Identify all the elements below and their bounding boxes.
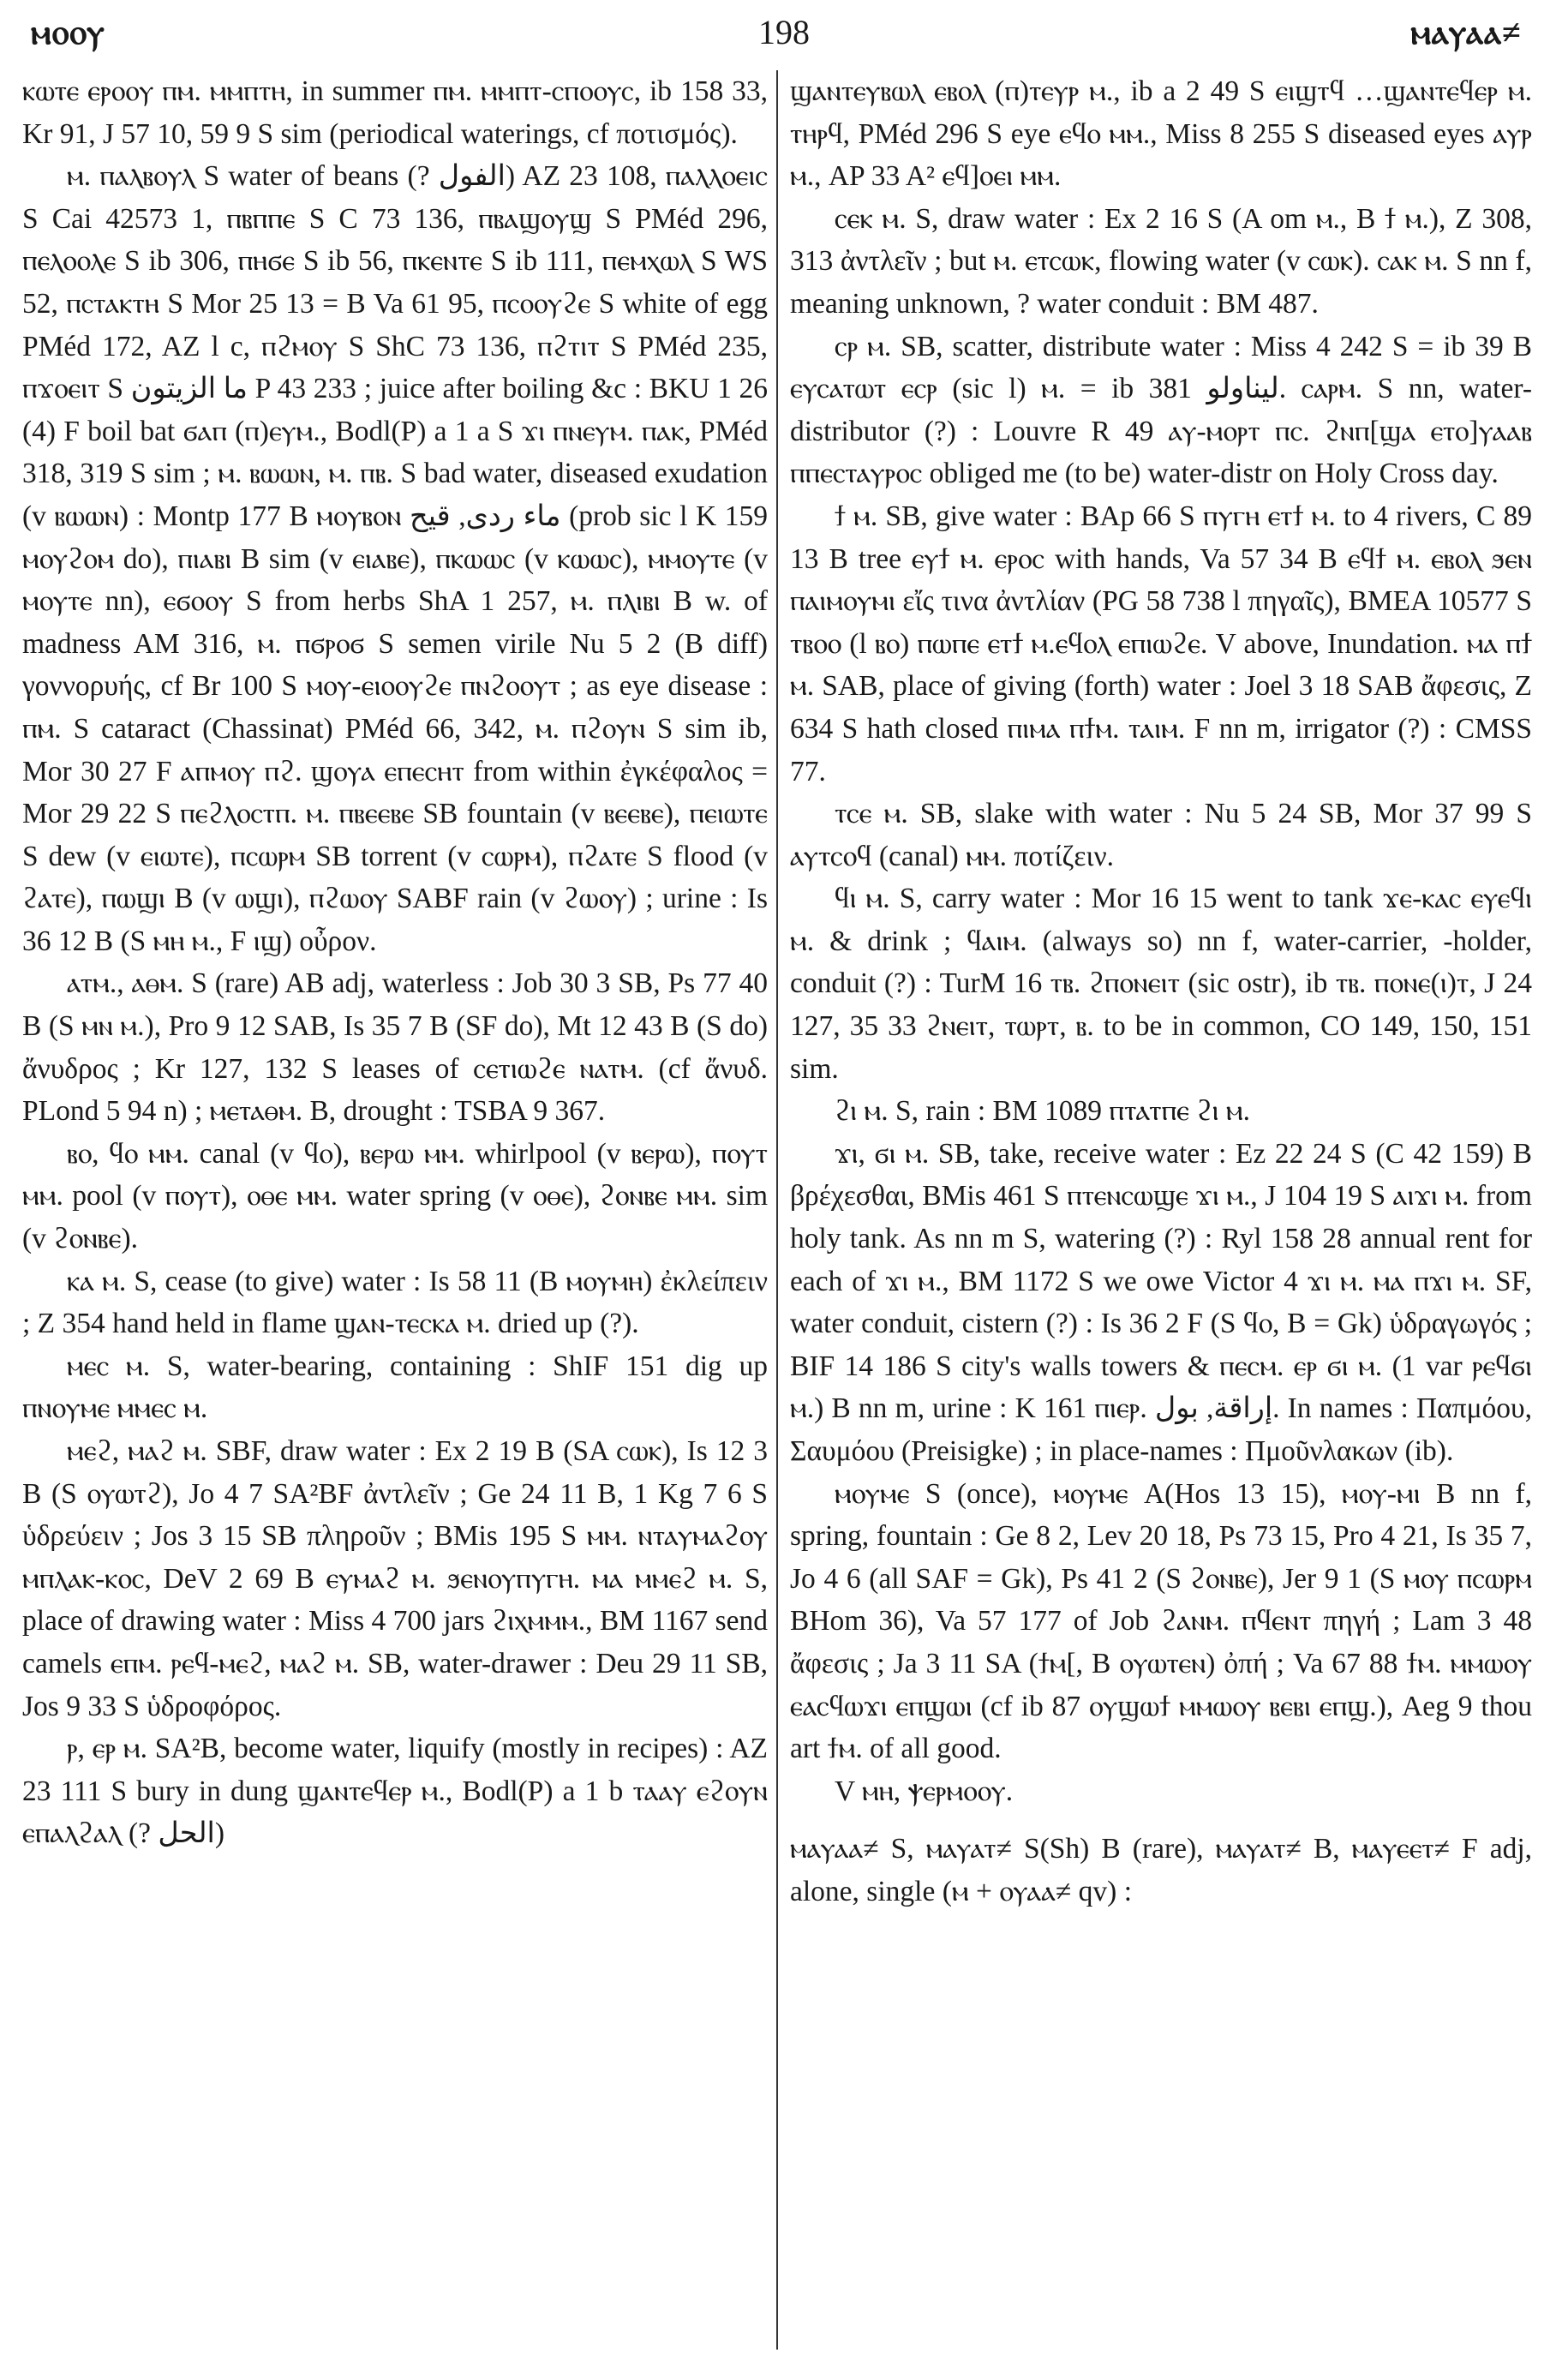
entry-paragraph: ϯ ⲙ. SB, give water : BAp 66 S ⲡⲩⲅⲏ ⲉⲧϯ ⲙ. to 4 rivers, C 89 13 B tree ⲉⲩϯ ⲙ. ⲉⲣⲟⲥ with hands, Va 57 34 B ⲉϥϯ ⲙ. ⲉⲃⲟⲗ ϧⲉⲛ ⲡⲁⲓⲙⲟⲩⲙⲓ εἴς τινα ἀντλίαν (PG 58 738 l πηγαῖς), BMEA 10577 S ⲧⲃⲟⲟ (l ⲃⲟ) ⲡⲱⲡⲉ ⲉⲧϯ ⲙ.ⲉϥⲟⲗ ⲉⲡⲓⲱϩⲉ. V above, Inundation. ⲙⲁ ⲡϯ ⲙ. SAB, place of giving (forth) water : Joel 3 18 SAB ἄφεσις, Z 634 S hath closed ⲡⲓⲙⲁ ⲡϯⲙ. ⲧⲁⲓⲙ. F nn m, irrigator (?) : CMSS 77. xyxy=(790,500,1532,787)
right-column xyxy=(790,70,1532,2350)
entry-paragraph: ϩⲓ ⲙ. S, rain : BM 1089 ⲡⲧⲁⲧⲡⲉ ϩⲓ ⲙ. xyxy=(835,1095,1251,1128)
entry-paragraph: ⲙ. ⲡⲁⲗⲃⲟⲩⲗ S water of beans (? الفول) AZ 23 108, ⲡⲁⲗⲗⲟⲉⲓⲥ S Cai 42573 1, ⲡⲃⲡⲡⲉ S C 73 136, ⲡⲃⲁϣⲟⲩϣ S PMéd 296, ⲡⲉⲗⲟⲟⲗⲉ S ib 306, ⲡⲏϭⲉ S ib 56, ⲡⲕⲉⲛⲧⲉ S ib 111, ⲡⲉⲙⲭⲱⲗ S WS 52, ⲡⲥⲧⲁⲕⲧⲏ S Mor 25 13 = B Va 61 95, ⲡⲥⲟⲟⲩϩⲉ S white of egg PMéd 172, AZ l c, ⲡϩⲙⲟⲩ S ShC 73 136, ⲡϩⲧⲓⲧ S PMéd 235, ⲡϫⲟⲉⲓⲧ S ما الزيتون P 43 233 ; juice after boiling &c : BKU 1 26 (4) F boil bat ϭⲁⲡ (ⲡ)ⲉⲩⲙ., Bodl(P) a 1 a S ϫⲓ ⲡⲛⲉⲩⲙ. ⲡⲁⲕ, PMéd 318, 319 S sim ; ⲙ. ⲃⲱⲱⲛ, ⲙ. ⲡⲃ. S bad water, diseased exudation (v ⲃⲱⲱⲛ) : Montp 177 B ⲙⲟⲩⲃⲟⲛ ماء ردى, قيح (prob sic l K 159 ⲙⲟⲩϩⲟⲙ do), ⲡⲓⲁⲃⲓ B sim (v ⲉⲓⲁⲃⲉ), ⲡⲕⲱⲱⲥ (v ⲕⲱⲱⲥ), ⲙⲙⲟⲩⲧⲉ (v ⲙⲟⲩⲧⲉ nn), ⲉϭⲟⲟⲩ S from herbs ShA 1 257, ⲙ. ⲡⲗⲓⲃⲓ B w. of madness AM 316, ⲙ. ⲡϭⲣⲟϭ S semen virile Nu 5 2 (B diff) γοννορυής, cf Br 100 S ⲙⲟⲩ-ⲉⲓⲟⲟⲩϩⲉ ⲡⲛϩⲟⲟⲩⲧ ; as eye disease : ⲡⲙ. S cataract (Chassinat) PMéd 66, 342, ⲙ. ⲡϩⲟⲩⲛ S sim ib, Mor 30 27 F ⲁⲡⲙⲟⲩ ⲡϩ. ϣⲟⲩⲁ ⲉⲡⲉⲥⲏⲧ from within ἐγκέφαλος = Mor 29 22 S ⲡⲉϩⲗⲟⲥⲧⲡ. ⲙ. ⲡⲃⲉⲉⲃⲉ SB fountain (v ⲃⲉⲉⲃⲉ), ⲡⲉⲓⲱⲧⲉ S dew (v ⲉⲓⲱⲧⲉ), ⲡⲥⲱⲣⲙ SB torrent (v ⲥⲱⲣⲙ), ⲡϩⲁⲧⲉ S flood (v ϩⲁⲧⲉ), ⲡⲱϣⲓ B (v ⲱϣⲓ), ⲡϩⲱⲟⲩ SABF rain (v ϩⲱⲟⲩ) ; urine : Is 36 12 B (S ⲙⲏ ⲙ., F ⲓϣ) οὖρον. xyxy=(22,160,768,957)
entry-paragraph: ⲙⲉϩ, ⲙⲁϩ ⲙ. SBF, draw water : Ex 2 19 B (SA ⲥⲱⲕ), Is 12 3 B (S ⲟⲩⲱⲧϩ), Jo 4 7 SA²BF ἀντλεῖν ; Ge 24 11 B, 1 Kg 7 6 S ὑδρεύειν ; Jos 3 15 SB πληροῦν ; BMis 195 S ⲙⲙ. ⲛⲧⲁⲩⲙⲁϩⲟⲩ ⲙⲡⲗⲁⲕ-ⲕⲟⲥ, DeV 2 69 B ⲉⲩⲙⲁϩ ⲙ. ϧⲉⲛⲟⲩⲡⲩⲅⲏ. ⲙⲁ ⲙⲙⲉϩ ⲙ. S, place of drawing water : Miss 4 700 jars ϩⲓⲭⲙⲙⲙ., BM 1167 send camels ⲉⲡⲙ. ⲣⲉϥ-ⲙⲉϩ, ⲙⲁϩ ⲙ. SB, water-drawer : Deu 29 11 SB, Jos 9 33 S ὑδροφόρος. xyxy=(22,1435,768,1722)
entry-paragraph: ⲃⲟ, ϥⲟ ⲙⲙ. canal (v ϥⲟ), ⲃⲉⲣⲱ ⲙⲙ. whirlpool (v ⲃⲉⲣⲱ), ⲡⲟⲩⲧ ⲙⲙ. pool (v ⲡⲟⲩⲧ), ⲟⲑⲉ ⲙⲙ. water spring (v ⲟⲑⲉ), ϩⲟⲛⲃⲉ ⲙⲙ. sim (v ϩⲟⲛⲃⲉ). xyxy=(22,1137,768,1255)
entry-paragraph: ⲙⲟⲩⲙⲉ S (once), ⲙⲟⲩⲙⲉ A(Hos 13 15), ⲙⲟⲩ-ⲙⲓ B nn f, spring, fountain : Ge 8 2, Lev 20 18, Ps 73 15, Pro 4 21, Is 35 7, Jo 4 6 (all SAF = Gk), Ps 41 2 (S ϩⲟⲛⲃⲉ), Jer 9 1 (S ⲙⲟⲩ ⲡⲥⲱⲣⲙ BHom 36), Va 57 177 of Job ϩⲁⲛⲙ. ⲡϥⲉⲛⲧ πηγή ; Lam 3 48 ἄφεσις ; Ja 3 11 SA (ϯⲙ[, B ⲟⲩⲱⲧⲉⲛ) ὀπή ; Va 67 88 ϯⲙ. ⲙⲙⲱⲟⲩ ⲉⲁⲥϥⲱϫⲓ ⲉⲡϣⲱⲓ (cf ib 87 ⲟⲩϣⲱϯ ⲙⲙⲱⲟⲩ ⲃⲉⲃⲓ ⲉⲡϣ.), Aeg 9 thou art ϯⲙ. of all good. xyxy=(790,1477,1532,1765)
entry-paragraph: ϥⲓ ⲙ. S, carry water : Mor 16 15 went to tank ϫⲉ-ⲕⲁⲥ ⲉⲩⲉϥⲓ ⲙ. & drink ; ϥⲁⲓⲙ. (always so) nn f, water-carrier, -holder, conduit (?) : TurM 16 ⲧⲃ. ϩⲡⲟⲛⲉⲓⲧ (sic ostr), ib ⲧⲃ. ⲡⲟⲛⲉ(ⲓ)ⲧ, J 24 127, 35 33 ϩⲛⲉⲓⲧ, ⲧⲱⲣⲧ, ⲃ. to be in common, CO 149, 150, 151 sim. xyxy=(790,883,1532,1085)
running-head-right: ⲙⲁⲩⲁⲁ≠ xyxy=(1410,13,1522,51)
page-number: 198 xyxy=(758,13,810,51)
entry-paragraph: ϣⲁⲛⲧⲉⲩⲃⲱⲗ ⲉⲃⲟⲗ (ⲡ)ⲧⲉⲩⲣ ⲙ., ib a 2 49 S ⲉⲓϣⲧϥ …ϣⲁⲛⲧⲉϥⲉⲣ ⲙ. ⲧⲏⲣϥ, PMéd 296 S eye ⲉϥⲟ ⲙⲙ., Miss 8 255 S diseased eyes ⲁⲩⲣ ⲙ., AP 33 A² ⲉϥ]ⲟⲉⲓ ⲙⲙ. xyxy=(790,75,1532,193)
page-header xyxy=(24,7,1544,58)
running-head-left: ⲙⲟⲟⲩ xyxy=(31,13,105,51)
entry-paragraph: ⲥⲉⲕ ⲙ. S, draw water : Ex 2 16 S (A om ⲙ., B ϯ ⲙ.), Z 308, 313 ἀντλεῖν ; but ⲙ. ⲉⲧⲥⲱⲕ, flowing water (v ⲥⲱⲕ). ⲥⲁⲕ ⲙ. S nn f, meaning unknown, ? water conduit : BM 487. xyxy=(790,202,1532,320)
entry-paragraph: ⲧⲥⲉ ⲙ. SB, slake with water : Nu 5 24 SB, Mor 37 99 S ⲁⲩⲧⲥⲟϥ (canal) ⲙⲙ. ποτίζειν. xyxy=(790,798,1532,872)
entry-paragraph: ⲕⲁ ⲙ. S, cease (to give) water : Is 58 11 (B ⲙⲟⲩⲙⲏ) ἐκλείπειν ; Z 354 hand held in flame ϣⲁⲛ-ⲧⲉⲥⲕⲁ ⲙ. dried up (?). xyxy=(22,1265,768,1340)
entry-paragraph: ⲥⲣ ⲙ. SB, scatter, distribute water : Miss 4 242 S = ib 39 B ⲉⲩⲥⲁⲧⲱⲧ ⲉⲥⲣ (sic l) ⲙ. = ib 381 ليناولو. ⲥⲁⲣⲙ. S nn, water-distributor (?) : Louvre R 49 ⲁⲩ-ⲙⲟⲣⲧ ⲡⲥ. ϩⲛⲡ[ϣⲁ ⲉⲧⲟ]ⲩⲁⲁⲃ ⲡⲡⲉⲥⲧⲁⲩⲣⲟⲥ obliged me (to be) water-distr on Holy Cross day. xyxy=(790,330,1532,490)
entry-paragraph: ⲣ, ⲉⲣ ⲙ. SA²B, become water, liquify (mostly in recipes) : AZ 23 111 S bury in dung ϣⲁⲛⲧⲉϥⲉⲣ ⲙ., Bodl(P) a 1 b ⲧⲁⲁⲩ ⲉϩⲟⲩⲛ ⲉⲡⲁⲗϩⲁⲗ (? الحل) xyxy=(22,1733,768,1850)
entry-paragraph: ⲙⲉⲥ ⲙ. S, water-bearing, containing : ShIF 151 dig up ⲡⲛⲟⲩⲙⲉ ⲙⲙⲉⲥ ⲙ. xyxy=(22,1350,768,1425)
cross-reference: V ⲙⲏ, ⲯⲉⲣⲙⲟⲟⲩ. xyxy=(835,1775,1014,1807)
headword-entry: ⲙⲁⲩⲁⲁ≠ S, ⲙⲁⲩⲁⲧ≠ S(Sh) B (rare), ⲙⲁⲩⲁⲧ≠ B, ⲙⲁⲩⲉⲉⲧ≠ F adj, alone, single (ⲙ + ⲟⲩⲁⲁ≠ qv) : xyxy=(790,1833,1532,1907)
entry-paragraph: ⲕⲱⲧⲉ ⲉⲣⲟⲟⲩ ⲡⲙ. ⲙⲙⲡⲧⲏ, in summer ⲡⲙ. ⲙⲙⲡⲧ-ⲥⲡⲟⲟⲩⲥ, ib 158 33, Kr 91, J 57 10, 59 9 S sim (periodical waterings, cf ποτισμός). xyxy=(22,75,768,150)
left-column xyxy=(22,70,768,2350)
entry-paragraph: ϫⲓ, ϭⲓ ⲙ. SB, take, receive water : Ez 22 24 S (C 42 159) B βρέχεσθαι, BMis 461 S ⲡⲧⲉⲛⲥⲱϣⲉ ϫⲓ ⲙ., J 104 19 S ⲁⲓϫⲓ ⲙ. from holy tank. As nn m S, watering (?) : Ryl 158 28 annual rent for each of ϫⲓ ⲙ., BM 1172 S we owe Victor 4 ϫⲓ ⲙ. ⲙⲁ ⲡϫⲓ ⲙ. SF, water conduit, cistern (?) : Is 36 2 F (S ϥⲟ, B = Gk) ὑδραγωγός ; BIF 14 186 S city's walls towers & ⲡⲉⲥⲙ. ⲉⲣ ϭⲓ ⲙ. (1 var ⲣⲉϥϭⲓ ⲙ.) B nn m, urine : K 161 ⲡⲓⲉⲣ. إراقة, بول. In names : Παπμόου, Σαυμόου (Preisigke) ; in place-names : Πμοῦνλακων (ib). xyxy=(790,1137,1532,1467)
column-divider xyxy=(776,70,778,2350)
entry-paragraph: ⲁⲧⲙ., ⲁⲑⲙ. S (rare) AB adj, waterless : Job 30 3 SB, Ps 77 40 B (S ⲙⲛ ⲙ.), Pro 9 12 SAB, Is 35 7 B (SF do), Mt 12 43 B (S do) ἄνυδρος ; Kr 127, 132 S leases of ⲥⲉⲧⲓⲱϩⲉ ⲛⲁⲧⲙ. (cf ἄνυδ. PLond 5 94 n) ; ⲙⲉⲧⲁⲑⲙ. B, drought : TSBA 9 367. xyxy=(22,967,768,1128)
